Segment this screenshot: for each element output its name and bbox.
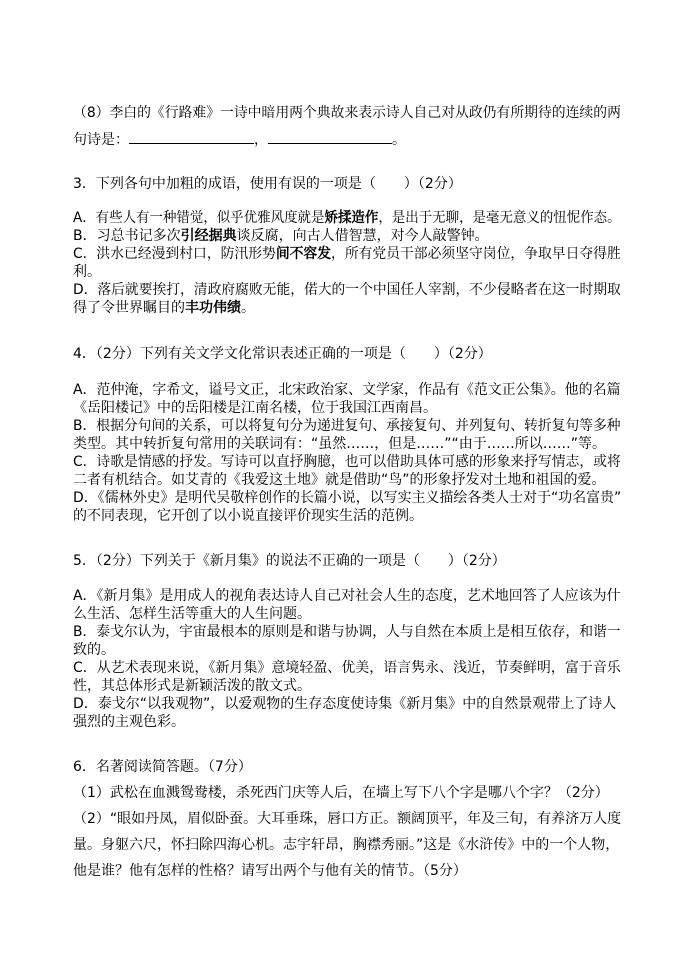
q5-line: 强烈的主观色彩。 — [73, 714, 185, 730]
q3-a-text-2: ，是出于无聊，是毫无意义的忸怩作态。 — [378, 210, 621, 226]
q5-line: B．泰戈尔认为，宇宙最根本的原则是和谐与协调，人与自然在本质上是相互依存，和谐一 — [73, 624, 621, 640]
q8-line-1: （8）李白的《行路难》一诗中暗用两个典故来表示诗人自己对从政仍有所期待的连续的两 — [73, 105, 621, 121]
q5-line: 性，其总体形式是新颖活泼的散文式。 — [73, 678, 311, 694]
q3-a-bold-idiom: 矫揉造作 — [324, 210, 379, 226]
q6-line: （2）“眼如丹凤，眉似卧蚕。大耳垂珠，唇口方正。额阔顶平，年及三旬，有养济万人度 — [73, 811, 622, 827]
q4-line: B．根据分句间的关系，可以将复句分为递进复句、承接复句、并列复句、转折复句等多种 — [73, 418, 621, 434]
q3-a-text-1: A．有些人有一种错觉，似乎优雅风度就是 — [73, 210, 325, 226]
q8-line-2 — [73, 131, 406, 149]
q6-stem: 6．名著阅读简答题。（7分） — [73, 759, 252, 775]
q3-option-d-cont — [73, 299, 255, 317]
q4-line: 《岳阳楼记》中的岳阳楼是江南名楼，位于我国江西南昌。 — [73, 400, 437, 416]
q5-line: A．《新月集》是用成人的视角表达诗人自己对社会人生的态度，艺术地回答了人应该为什 — [73, 588, 621, 604]
q3-d-text-1: 得了令世界瞩目的 — [73, 300, 185, 316]
q3-option-a — [73, 209, 621, 227]
q3-option-c — [73, 245, 621, 263]
q8-separator: ， — [254, 132, 268, 148]
q3-stem: 3．下列各句中加粗的成语，使用有误的一项是（ ）（2分） — [73, 176, 462, 192]
q5-line: C．从艺术表现来说，《新月集》意境轻盈、优美，语言隽永、浅近，节奏鲜明，富于音乐 — [73, 660, 621, 676]
answer-blank-1[interactable] — [129, 131, 254, 144]
q4-stem: 4．（2分）下列有关文学文化常识表述正确的一项是（ ）（2分） — [73, 346, 492, 362]
q3-c-text-2: ，所有党员干部必须坚守岗位，争取早日夺得胜 — [331, 246, 621, 262]
q6-line: （1）武松在血溅鸳鸯楼，杀死西门庆等人后，在墙上写下八个字是哪八个字？（2分） — [73, 785, 609, 801]
q4-line: 类型。其中转折复句常用的关联词有：“虽然……，但是……”“由于……所以……”等。 — [73, 436, 607, 452]
q3-option-b — [73, 227, 489, 245]
q3-d-text-2: 。 — [241, 300, 255, 316]
q4-line: C．诗歌是情感的抒发。写诗可以直抒胸臆，也可以借助具体可感的形象来抒写情志，或将 — [73, 454, 621, 470]
answer-blank-2[interactable] — [268, 131, 392, 144]
q8-end: 。 — [392, 132, 406, 148]
q5-line: 致的。 — [73, 642, 115, 658]
q3-c-bold-idiom: 间不容发 — [275, 246, 332, 262]
q5-line: D．泰戈尔“以我观物”，以爱观物的生存态度使诗集《新月集》中的自然景观带上了诗人 — [73, 696, 617, 712]
q6-line: 他是谁？他有怎样的性格？请写出两个与他有关的情节。（5分） — [73, 863, 467, 879]
q3-d-bold-idiom: 丰功伟绩 — [185, 300, 241, 316]
q6-line: 量。身躯六尺，怀扫除四海心机。志宇轩昂，胸襟秀丽。”这是《水浒传》中的一个人物， — [73, 837, 620, 853]
q4-line: D．《儒林外史》是明代吴敬梓创作的长篇小说，以写实主义描绘各类人士对于“功名富贵” — [73, 490, 622, 506]
q5-line: 么生活、怎样生活等重大的人生问题。 — [73, 606, 311, 622]
q4-line: A．范仲淹，字希文，谥号文正，北宋政治家、文学家，作品有《范文正公集》。他的名篇 — [73, 382, 621, 398]
q3-b-text-1: B．习总书记多次 — [73, 228, 181, 244]
q3-b-text-2: 谈反腐，向古人借智慧，对今人敲警钟。 — [236, 228, 489, 244]
q3-c-text-1: C．洪水已经漫到村口，防汛形势 — [73, 246, 276, 262]
q3-option-d: D．落后就要挨打，清政府腐败无能，偌大的一个中国任人宰割，不少侵略者在这一时期取 — [73, 282, 621, 298]
q4-line: 二者有机结合。如艾青的《我爱这土地》就是借助“鸟”的形象抒发对土地和祖国的爱。 — [73, 472, 606, 488]
q3-option-c-cont: 利。 — [73, 264, 101, 280]
q3-b-bold-idiom: 引经据典 — [180, 228, 237, 244]
q5-stem: 5．（2分）下列关于《新月集》的说法不正确的一项是（ ）（2分） — [73, 553, 506, 569]
q8-prefix: 句诗是： — [73, 132, 129, 148]
q4-line: 的不同表现，它开创了以小说直接评价现实生活的范例。 — [73, 508, 423, 524]
